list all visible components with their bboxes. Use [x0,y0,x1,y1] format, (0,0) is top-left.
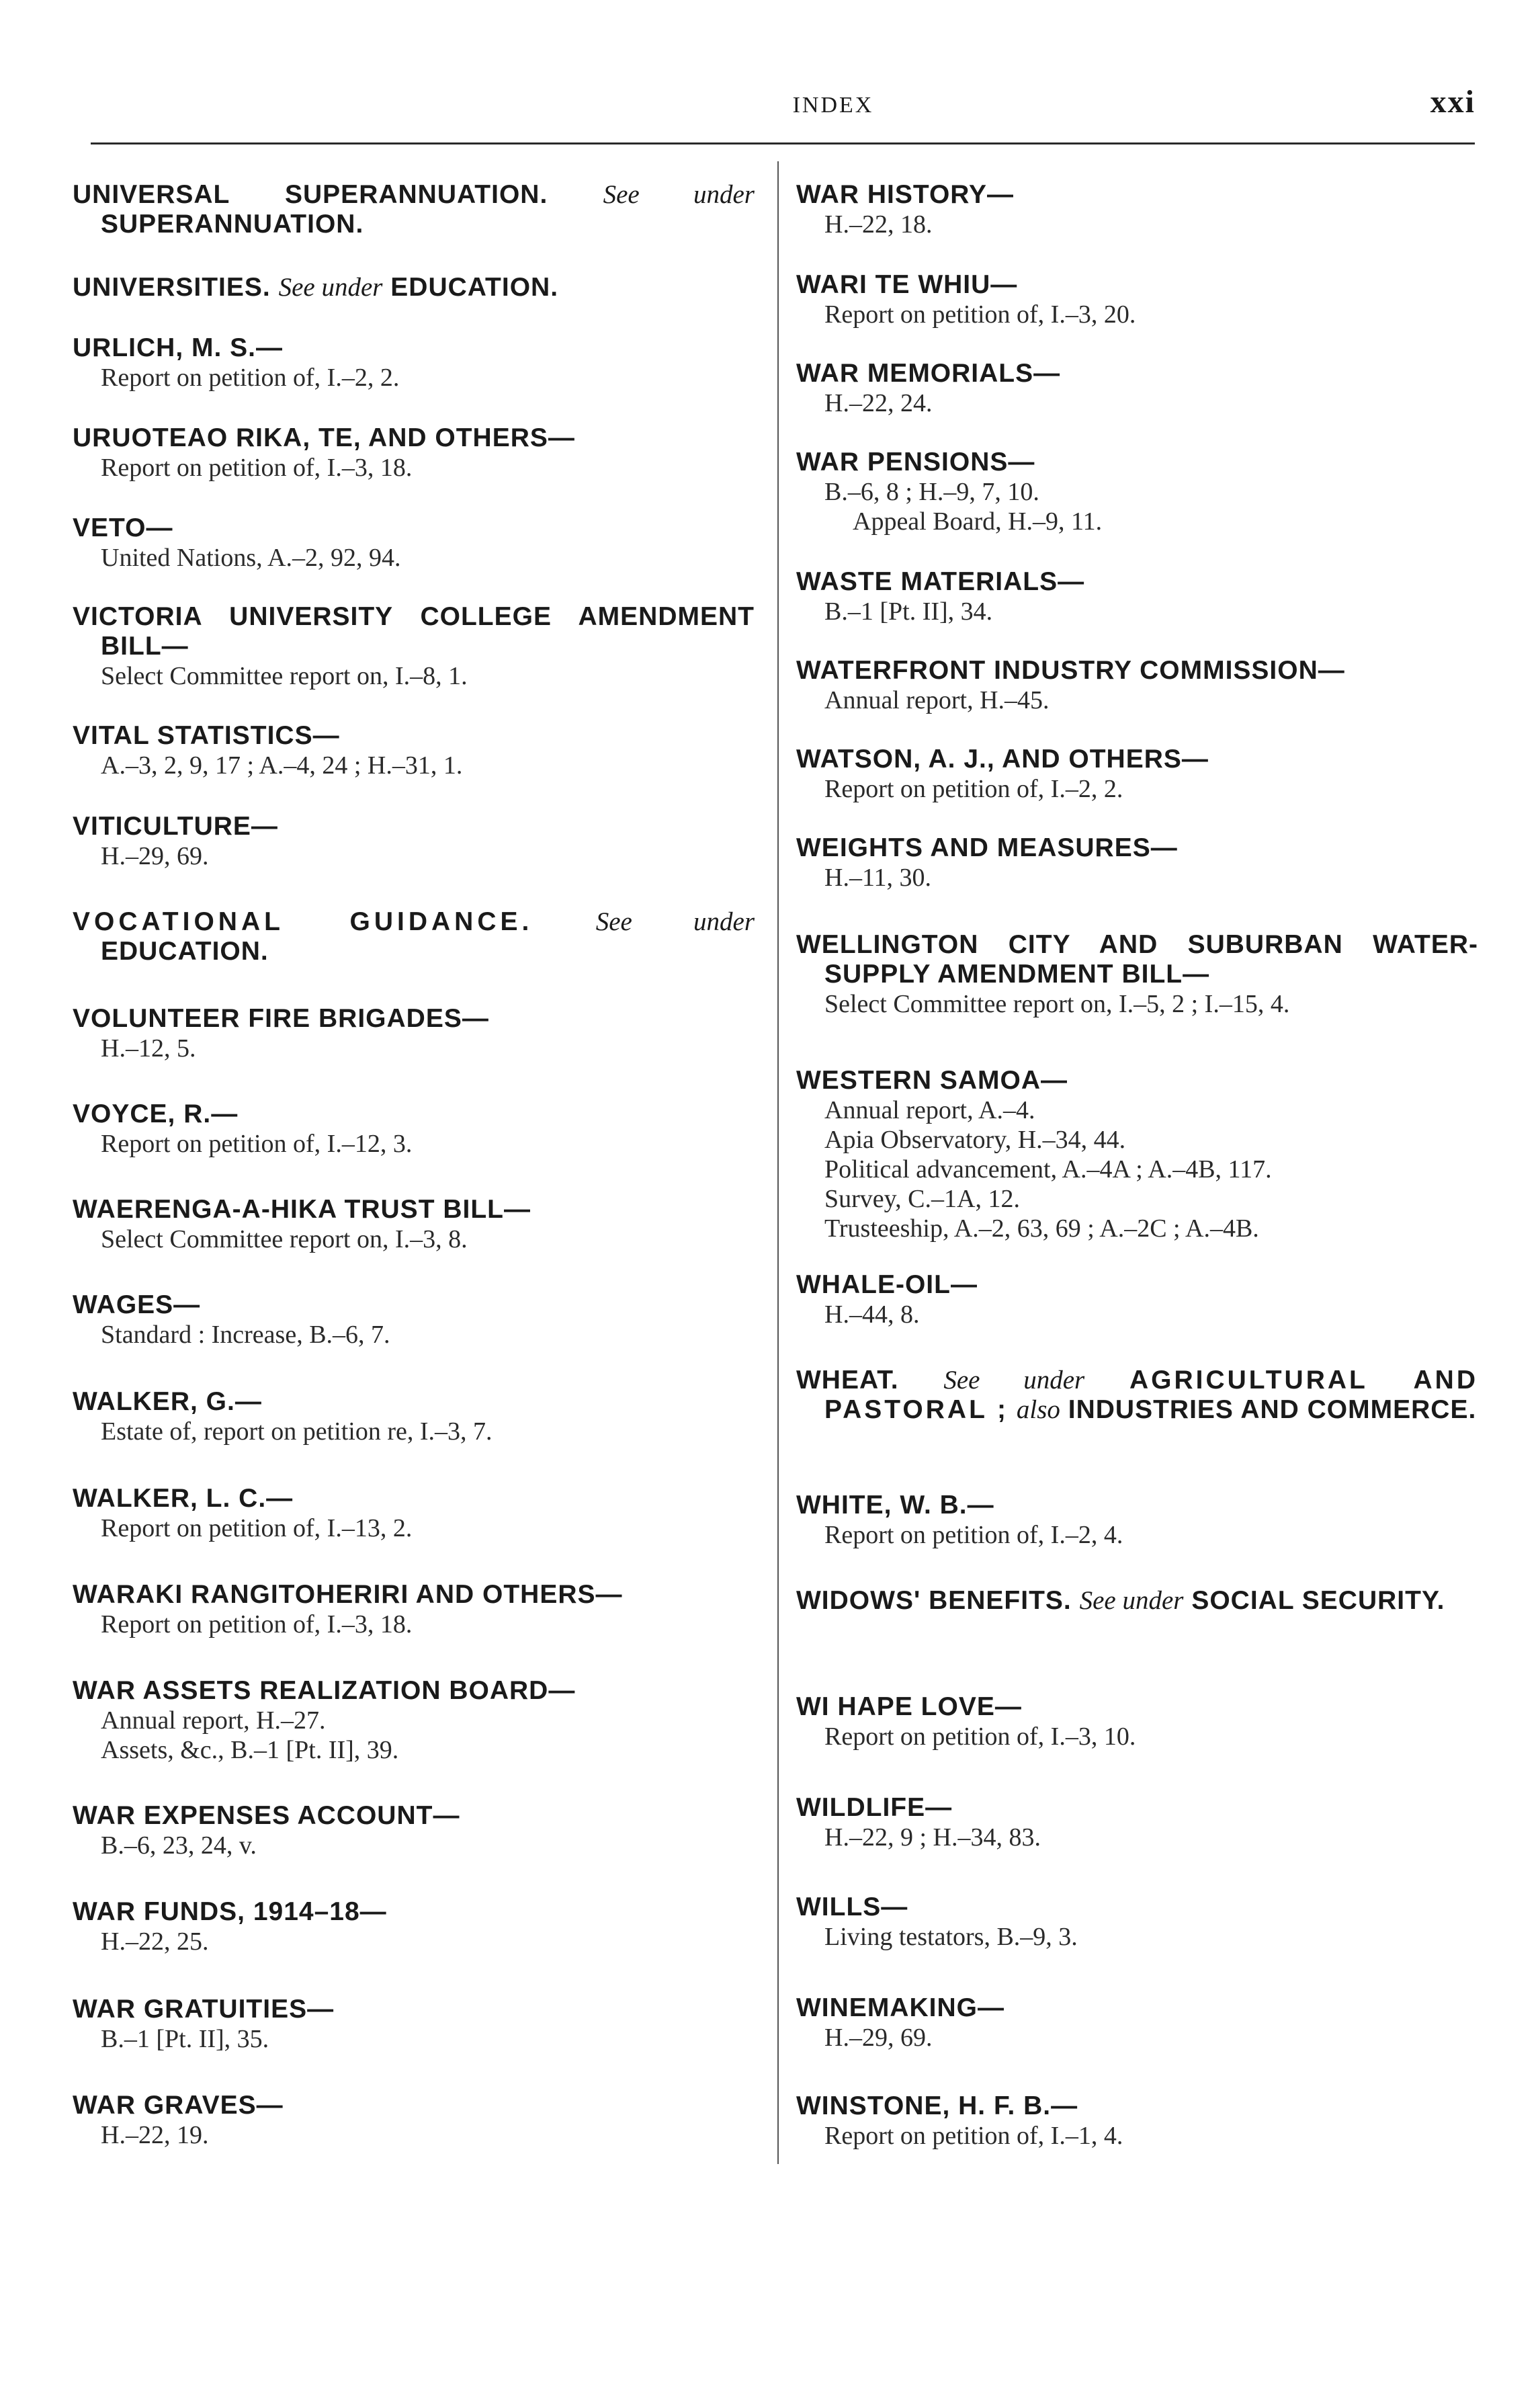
entry-reference: H.–12, 5. [101,1034,196,1063]
entry-heading: WESTERN SAMOA— [796,1066,1068,1095]
index-entry [73,721,755,780]
entry-heading: WALKER, L. C.— [73,1484,294,1513]
entry-heading: WAR PENSIONS— [796,448,1035,476]
entry-heading: UNIVERSAL SUPERANNUATION. See under SUPERANNUATION. [73,180,755,239]
entry-reference: A.–3, 2, 9, 17 ; A.–4, 24 ; H.–31, 1. [101,751,463,780]
entry-heading: WALKER, G.— [73,1387,262,1416]
entry-reference: Appeal Board, H.–9, 11. [853,507,1103,536]
entry-reference: Report on petition of, I.–3, 18. [101,1610,413,1638]
index-entry [796,1586,1478,1616]
entry-heading: URUOTEAO RIKA, TE, AND OTHERS— [73,423,575,452]
entry-reference: B.–6, 8 ; H.–9, 7, 10. [824,478,1039,506]
entry-reference: H.–29, 69. [824,2024,933,2052]
entry-reference: H.–22, 9 ; H.–34, 83. [824,1823,1041,1852]
entry-reference: Report on petition of, I.–2, 4. [824,1521,1123,1549]
index-entry [796,656,1478,715]
entry-heading: WAERENGA-A-HIKA TRUST BILL— [73,1195,531,1224]
entry-reference: B.–1 [Pt. II], 34. [824,597,993,626]
column-divider [777,161,779,2164]
entry-reference: Annual report, H.–27. [101,1706,326,1735]
index-entry [73,513,755,573]
index-entry [796,1893,1478,1952]
index-entry [73,180,755,239]
entry-reference: B.–1 [Pt. II], 35. [101,2025,269,2053]
index-entry [796,1993,1478,2052]
index-entry [73,1387,755,1446]
entry-heading: WAR GRATUITIES— [73,1995,335,2024]
entry-heading: WHALE-OIL— [796,1270,978,1299]
page-header-title: INDEX [792,93,874,118]
index-entry [73,273,755,302]
entry-heading: VOLUNTEER FIRE BRIGADES— [73,1004,489,1033]
index-entry [796,1066,1478,1243]
entry-reference: Report on petition of, I.–3, 10. [824,1722,1136,1751]
index-entry [73,1195,755,1254]
entry-heading: WAR EXPENSES ACCOUNT— [73,1801,460,1830]
entry-heading: VITICULTURE— [73,812,278,841]
entry-heading: WAR FUNDS, 1914–18— [73,1897,387,1926]
entry-heading: WAR ASSETS REALIZATION BOARD— [73,1676,576,1705]
entry-reference: H.–22, 25. [101,1927,209,1956]
entry-heading: URLICH, M. S.— [73,333,283,362]
entry-reference: Apia Observatory, H.–34, 44. [824,1126,1126,1154]
index-entry [796,930,1478,1019]
entry-reference: Report on petition of, I.–3, 20. [824,300,1136,329]
index-entry [796,1366,1478,1425]
entry-reference: Select Committee report on, I.–3, 8. [101,1225,468,1253]
entry-reference: Report on petition of, I.–2, 2. [101,364,400,392]
entry-heading: WINSTONE, H. F. B.— [796,2091,1078,2120]
index-entry [73,907,755,966]
index-entry [73,1004,755,1063]
entry-heading: VITAL STATISTICS— [73,721,340,750]
entry-heading: WI HAPE LOVE— [796,1692,1022,1721]
index-entry [796,359,1478,418]
index-entry [73,1801,755,1860]
entry-reference: H.–22, 24. [824,389,933,417]
index-entry [796,833,1478,892]
entry-reference: Report on petition of, I.–1, 4. [824,2122,1123,2150]
entry-reference: H.–22, 18. [824,210,933,239]
entry-reference: Report on petition of, I.–12, 3. [101,1130,413,1158]
index-entry [73,1290,755,1350]
entry-reference: Assets, &c., B.–1 [Pt. II], 39. [101,1736,399,1764]
entry-reference: Estate of, report on petition re, I.–3, 7. [101,1417,493,1446]
entry-reference: Annual report, A.–4. [824,1096,1035,1124]
entry-reference: Survey, C.–1A, 12. [824,1185,1020,1213]
index-entry [796,1692,1478,1751]
entry-heading: WATERFRONT INDUSTRY COMMISSION— [796,656,1345,685]
entry-heading: WASTE MATERIALS— [796,567,1085,596]
entry-heading: VICTORIA UNIVERSITY COLLEGE AMENDMENT BILL— [73,602,755,661]
entry-reference: Select Committee report on, I.–8, 1. [101,662,468,690]
index-entry [796,180,1478,239]
index-entry [73,1484,755,1543]
entry-reference: Report on petition of, I.–2, 2. [824,775,1123,803]
entry-reference: Report on petition of, I.–3, 18. [101,454,413,482]
index-entry [796,567,1478,626]
entry-reference: Political advancement, A.–4A ; A.–4B, 117. [824,1155,1272,1184]
entry-heading: VETO— [73,513,173,542]
index-entry [73,423,755,483]
entry-reference: Living testators, B.–9, 3. [824,1923,1078,1951]
entry-reference: Annual report, H.–45. [824,686,1050,714]
entry-reference: H.–44, 8. [824,1300,920,1329]
entry-heading: VOYCE, R.— [73,1099,239,1128]
index-entry [73,1995,755,2054]
index-entry [73,812,755,871]
entry-heading: WILLS— [796,1893,908,1921]
entry-heading: WAR GRAVES— [73,2091,284,2120]
entry-reference: H.–29, 69. [101,842,209,870]
entry-reference: H.–22, 19. [101,2121,209,2149]
entry-heading: WEIGHTS AND MEASURES— [796,833,1178,862]
index-entry [796,270,1478,329]
entry-heading: WARAKI RANGITOHERIRI AND OTHERS— [73,1580,623,1609]
entry-heading: WELLINGTON CITY AND SUBURBAN WATER-SUPPLY AMENDMENT BILL— [796,930,1478,989]
entry-heading: WAGES— [73,1290,201,1319]
index-entry [73,2091,755,2150]
index-entry [796,1270,1478,1329]
entry-heading: VOCATIONAL GUIDANCE. See under EDUCATION. [73,907,755,966]
entry-heading: WAR HISTORY— [796,180,1015,209]
entry-heading: WHEAT. See under AGRICULTURAL AND PASTORAL ; also INDUSTRIES AND COMMERCE. [796,1366,1478,1424]
index-entry [796,448,1478,536]
index-entry [796,1793,1478,1852]
entry-heading: WARI TE WHIU— [796,270,1018,299]
index-entry [73,1897,755,1956]
entry-reference: Trusteeship, A.–2, 63, 69 ; A.–2C ; A.–4B. [824,1214,1259,1243]
index-entry [73,333,755,392]
index-entry [796,1491,1478,1550]
entry-heading: WINEMAKING— [796,1993,1004,2022]
entry-heading: WHITE, W. B.— [796,1491,994,1520]
index-entry [73,602,755,691]
entry-heading: UNIVERSITIES. See under EDUCATION. [73,273,559,302]
index-entry [73,1099,755,1159]
entry-heading: WIDOWS' BENEFITS. See under SOCIAL SECURITY. [796,1586,1445,1615]
entry-reference: H.–11, 30. [824,864,932,892]
entry-reference: B.–6, 23, 24, v. [101,1831,257,1860]
entry-reference: Standard : Increase, B.–6, 7. [101,1321,390,1349]
index-entry [73,1580,755,1639]
entry-heading: WATSON, A. J., AND OTHERS— [796,745,1209,774]
page-number: xxi [1430,84,1475,120]
entry-heading: WAR MEMORIALS— [796,359,1061,388]
entry-reference: United Nations, A.–2, 92, 94. [101,544,401,572]
entry-reference: Select Committee report on, I.–5, 2 ; I.–15, 4. [824,990,1290,1018]
entry-heading: WILDLIFE— [796,1793,953,1822]
entry-reference: Report on petition of, I.–13, 2. [101,1514,413,1542]
index-entry [796,2091,1478,2151]
index-entry [73,1676,755,1765]
index-entry [796,745,1478,804]
header-rule [91,142,1475,144]
